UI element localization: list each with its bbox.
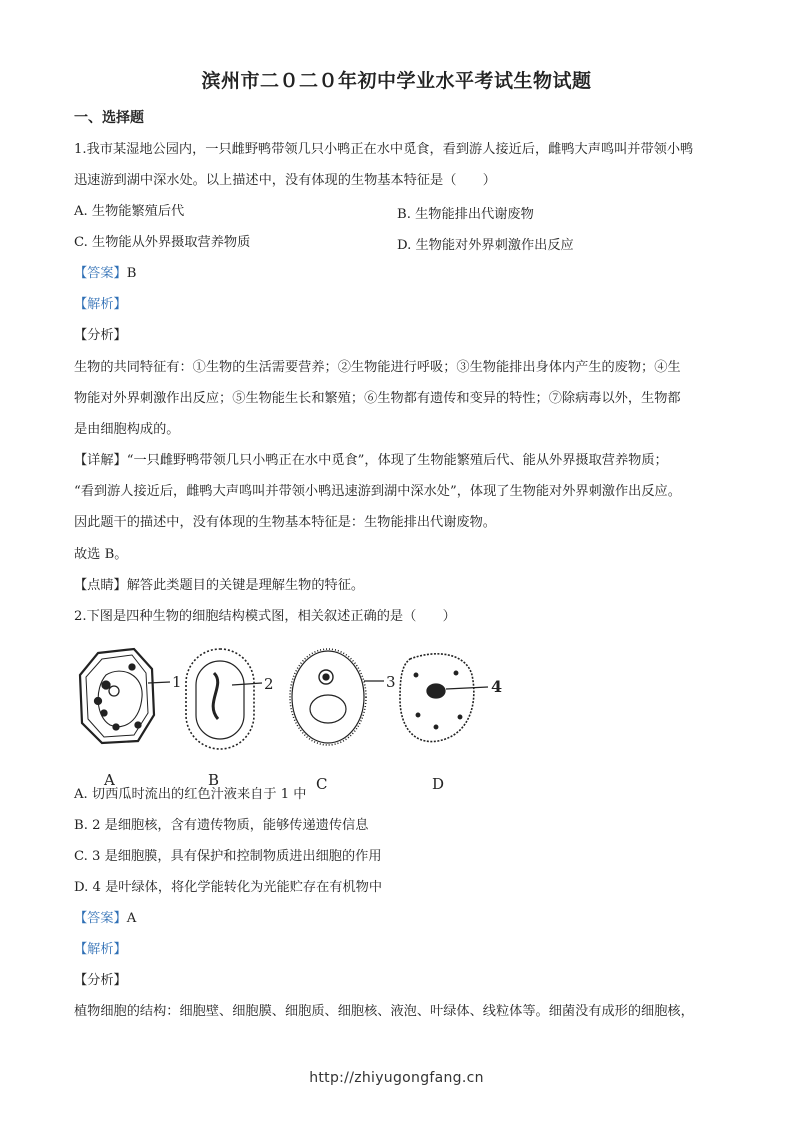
figure-number-2: 2 <box>264 675 274 693</box>
section-heading: 一、选择题 <box>74 110 144 126</box>
figure-label-b: B <box>208 771 220 789</box>
q2-analysis-tag: 【解析】 <box>74 942 127 957</box>
animal-cell-drawing <box>400 654 488 742</box>
q2-option-c: C. 3 是细胞膜，具有保护和控制物质进出细胞的作用 <box>74 849 382 864</box>
q1-answer <box>74 265 136 283</box>
answer-value: B <box>126 266 137 281</box>
q2-fenxi-tag: 【分析】 <box>74 973 127 988</box>
q2-answer <box>74 910 136 928</box>
q1-stem-line1: 1.我市某湿地公园内，一只雌野鸭带领几只小鸭正在水中觅食，看到游人接近后，雌鸭大声鸣叫并带领小鸭 <box>74 142 694 157</box>
q2-option-d: D. 4 是叶绿体，将化学能转化为光能贮存在有机物中 <box>74 880 383 895</box>
page-title: 滨州市二０二０年初中学业水平考试生物试题 <box>201 70 592 92</box>
answer-tag: 【答案】 <box>74 266 127 281</box>
q1-option-c: C. 生物能从外界摄取营养物质 <box>74 235 251 250</box>
footer-url[interactable]: http://zhiyugongfang.cn <box>309 1070 484 1086</box>
answer-value: A <box>126 911 137 926</box>
figure-label-a: A <box>104 771 115 789</box>
q1-fenxi-line1: 生物的共同特征有：①生物的生活需要营养；②生物能进行呼吸；③生物能排出身体内产生的废物；④生 <box>74 360 681 375</box>
q2-option-a: A. 切西瓜时流出的红色汁液来自于 1 中 <box>74 787 307 802</box>
cell-structure-figure <box>76 645 516 795</box>
tip-tag: 【点睛】 <box>74 578 127 593</box>
q1-option-b: B. 生物能排出代谢废物 <box>397 207 534 222</box>
bacterium-drawing <box>186 649 262 749</box>
q1-choose: 故选 B。 <box>74 547 128 562</box>
q1-detail-line2: “看到游人接近后，雌鸭大声鸣叫并带领小鸭迅速游到湖中深水处”，体现了生物能对外界刺激作出反应。 <box>74 484 681 499</box>
q1-fenxi-line3: 是由细胞构成的。 <box>74 422 180 437</box>
q1-option-a: A. 生物能繁殖后代 <box>74 204 185 219</box>
plant-cell-drawing <box>80 649 170 743</box>
figure-label-d: D <box>432 775 445 793</box>
tip-text: 解答此类题目的关键是理解生物的特征。 <box>126 578 365 593</box>
figure-number-1: 1 <box>172 673 182 691</box>
q1-detail-line3: 因此题干的描述中，没有体现的生物基本特征是：生物能排出代谢废物。 <box>74 515 496 530</box>
q2-option-b: B. 2 是细胞核，含有遗传物质，能够传递遗传信息 <box>74 818 369 833</box>
q1-fenxi-tag: 【分析】 <box>74 328 127 343</box>
q1-tip <box>74 577 364 595</box>
q1-detail-line1 <box>74 452 668 470</box>
vacuolated-cell-drawing <box>290 649 384 745</box>
q1-option-d: D. 生物能对外界刺激作出反应 <box>397 238 574 253</box>
q1-stem-line2: 迅速游到湖中深水处。以上描述中，没有体现的生物基本特征是（ ） <box>74 173 496 188</box>
q2-stem: 2.下图是四种生物的细胞结构模式图，相关叙述正确的是（ ） <box>74 609 456 624</box>
q2-fenxi-line1: 植物细胞的结构：细胞壁、细胞膜、细胞质、细胞核、液泡、叶绿体、线粒体等。细菌没有成形的细胞核， <box>74 1004 694 1019</box>
answer-tag: 【答案】 <box>74 911 127 926</box>
figure-number-3: 3 <box>386 673 396 691</box>
detail-text: “一只雌野鸭带领几只小鸭正在水中觅食”，体现了生物能繁殖后代、能从外界摄取营养物质； <box>126 453 668 468</box>
detail-tag: 【详解】 <box>74 453 127 468</box>
figure-number-4: 4 <box>491 677 503 696</box>
q1-fenxi-line2: 物能对外界刺激作出反应；⑤生物能生长和繁殖；⑥生物都有遗传和变异的特性；⑦除病毒以外，生物都 <box>74 391 681 406</box>
q1-analysis-tag: 【解析】 <box>74 297 127 312</box>
figure-label-c: C <box>316 775 328 793</box>
